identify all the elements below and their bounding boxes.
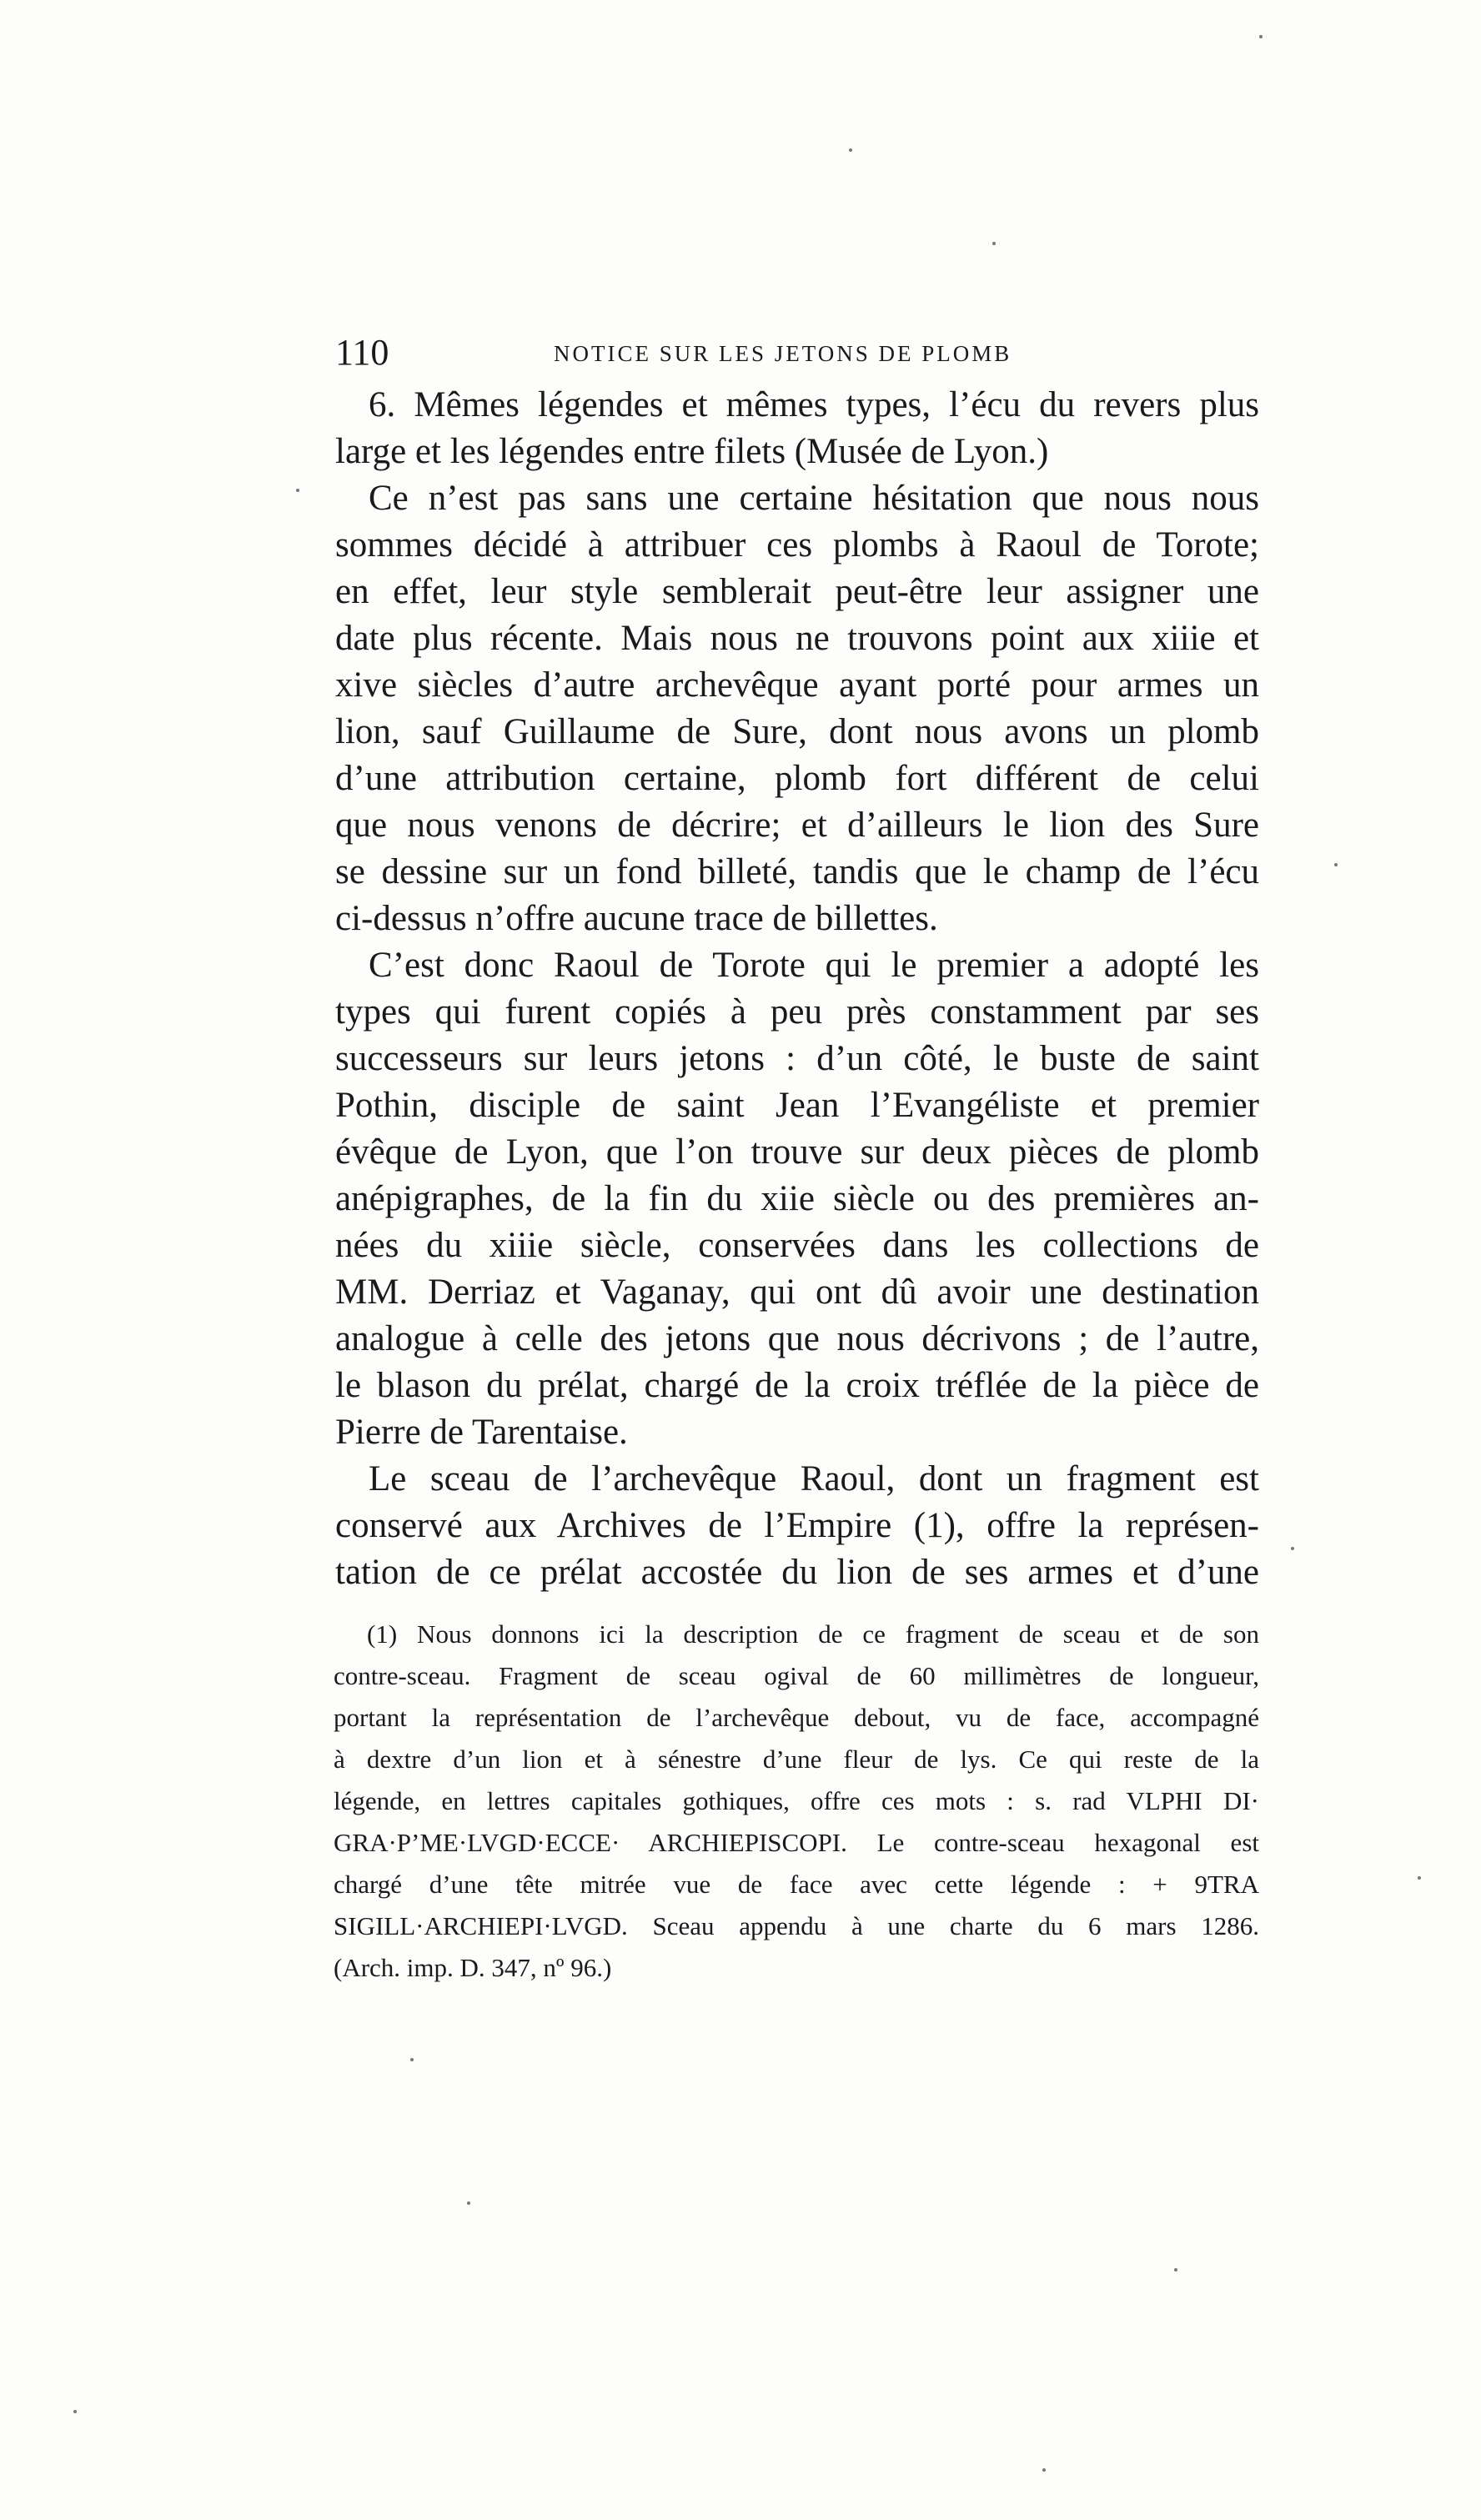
text-line: que nous venons de décrire; et d’ailleurs le lion des Sure (335, 806, 1259, 845)
text-line: ci-dessus n’offre aucune trace de billettes. (335, 899, 938, 938)
text-line: le blason du prélat, chargé de la croix tréflée de la pièce de (335, 1366, 1259, 1405)
footnote-line: SIGILL·ARCHIEPI·LVGD. Sceau appendu à une charte du 6 mars 1286. (334, 1911, 1259, 1940)
text-line: successeurs sur leurs jetons : d’un côté, le buste de saint (335, 1039, 1259, 1078)
text-line: conservé aux Archives de l’Empire (1), offre la représen- (335, 1506, 1259, 1545)
text-line: tation de ce prélat accostée du lion de ses armes et d’une (335, 1553, 1259, 1592)
text-line: en effet, leur style semblerait peut-être leur assigner une (335, 572, 1259, 611)
text-line: large et les légendes entre filets (Musée de Lyon.) (335, 432, 1049, 471)
text-line: C’est donc Raoul de Torote qui le premier a adopté les (369, 946, 1259, 985)
paper-speck (1042, 2468, 1046, 2472)
text-line: anépigraphes, de la fin du xiie siècle ou des premières an- (335, 1179, 1259, 1218)
text-line: nées du xiiie siècle, conservées dans les collections de (335, 1226, 1259, 1265)
text-line: se dessine sur un fond billeté, tandis que le champ de l’écu (335, 852, 1259, 891)
paper-speck (992, 242, 996, 245)
paper-speck (296, 489, 299, 492)
paper-speck (1291, 1547, 1294, 1550)
paper-speck (1418, 1876, 1421, 1880)
paper-speck (73, 2410, 77, 2413)
running-head (335, 332, 1259, 374)
text-line: Le sceau de l’archevêque Raoul, dont un fragment est (369, 1459, 1259, 1498)
footnote-line: contre-sceau. Fragment de sceau ogival de 60 millimètres de longueur, (334, 1661, 1259, 1690)
text-line: date plus récente. Mais nous ne trouvons point aux xiiie et (335, 619, 1259, 658)
page-number: 110 (335, 332, 389, 373)
footnote-line: légende, en lettres capitales gothiques, offre ces mots : s. rad VLPHI DI· (334, 1786, 1259, 1815)
text-line: analogue à celle des jetons que nous décrivons ; de l’autre, (335, 1319, 1259, 1358)
paper-speck (1334, 863, 1338, 866)
text-line: d’une attribution certaine, plomb fort différent de celui (335, 759, 1259, 798)
text-line: Pierre de Tarentaise. (335, 1413, 628, 1452)
text-line: MM. Derriaz et Vaganay, qui ont dû avoir une destination (335, 1273, 1259, 1312)
text-line: 6. Mêmes légendes et mêmes types, l’écu du revers plus (369, 385, 1259, 424)
paper-speck (1174, 2268, 1177, 2272)
footnote-line: à dextre d’un lion et à sénestre d’une fleur de lys. Ce qui reste de la (334, 1744, 1259, 1774)
footnote-line: chargé d’une tête mitrée vue de face avec cette légende : + 9TRA (334, 1870, 1259, 1899)
paper-speck (410, 2058, 414, 2061)
paper-speck (849, 148, 852, 152)
paper-speck (1259, 35, 1263, 38)
text-line: types qui furent copiés à peu près constamment par ses (335, 992, 1259, 1032)
footnote-line: GRA·P’ME·LVGD·ECCE· ARCHIEPISCOPI. Le contre-sceau hexagonal est (334, 1828, 1259, 1857)
text-line: Ce n’est pas sans une certaine hésitation que nous nous (369, 479, 1259, 518)
footnote-line: (1) Nous donnons ici la description de ce fragment de sceau et de son (367, 1619, 1259, 1649)
body-text (335, 382, 1259, 1596)
paper-speck (467, 2201, 470, 2205)
text-line: évêque de Lyon, que l’on trouve sur deux pièces de plomb (335, 1132, 1259, 1172)
text-line: lion, sauf Guillaume de Sure, dont nous avons un plomb (335, 712, 1259, 751)
footnote-line: (Arch. imp. D. 347, nº 96.) (334, 1953, 612, 1982)
text-line: sommes décidé à attribuer ces plombs à Raoul de Torote; (335, 525, 1259, 565)
text-line: Pothin, disciple de saint Jean l’Evangéliste et premier (335, 1086, 1259, 1125)
text-line: xive siècles d’autre archevêque ayant porté pour armes un (335, 665, 1259, 705)
footnote-line: portant la représentation de l’archevêque debout, vu de face, accompagné (334, 1703, 1259, 1732)
running-title: NOTICE SUR LES JETONS DE PLOMB (554, 341, 1012, 366)
footnotes (334, 1614, 1259, 1989)
